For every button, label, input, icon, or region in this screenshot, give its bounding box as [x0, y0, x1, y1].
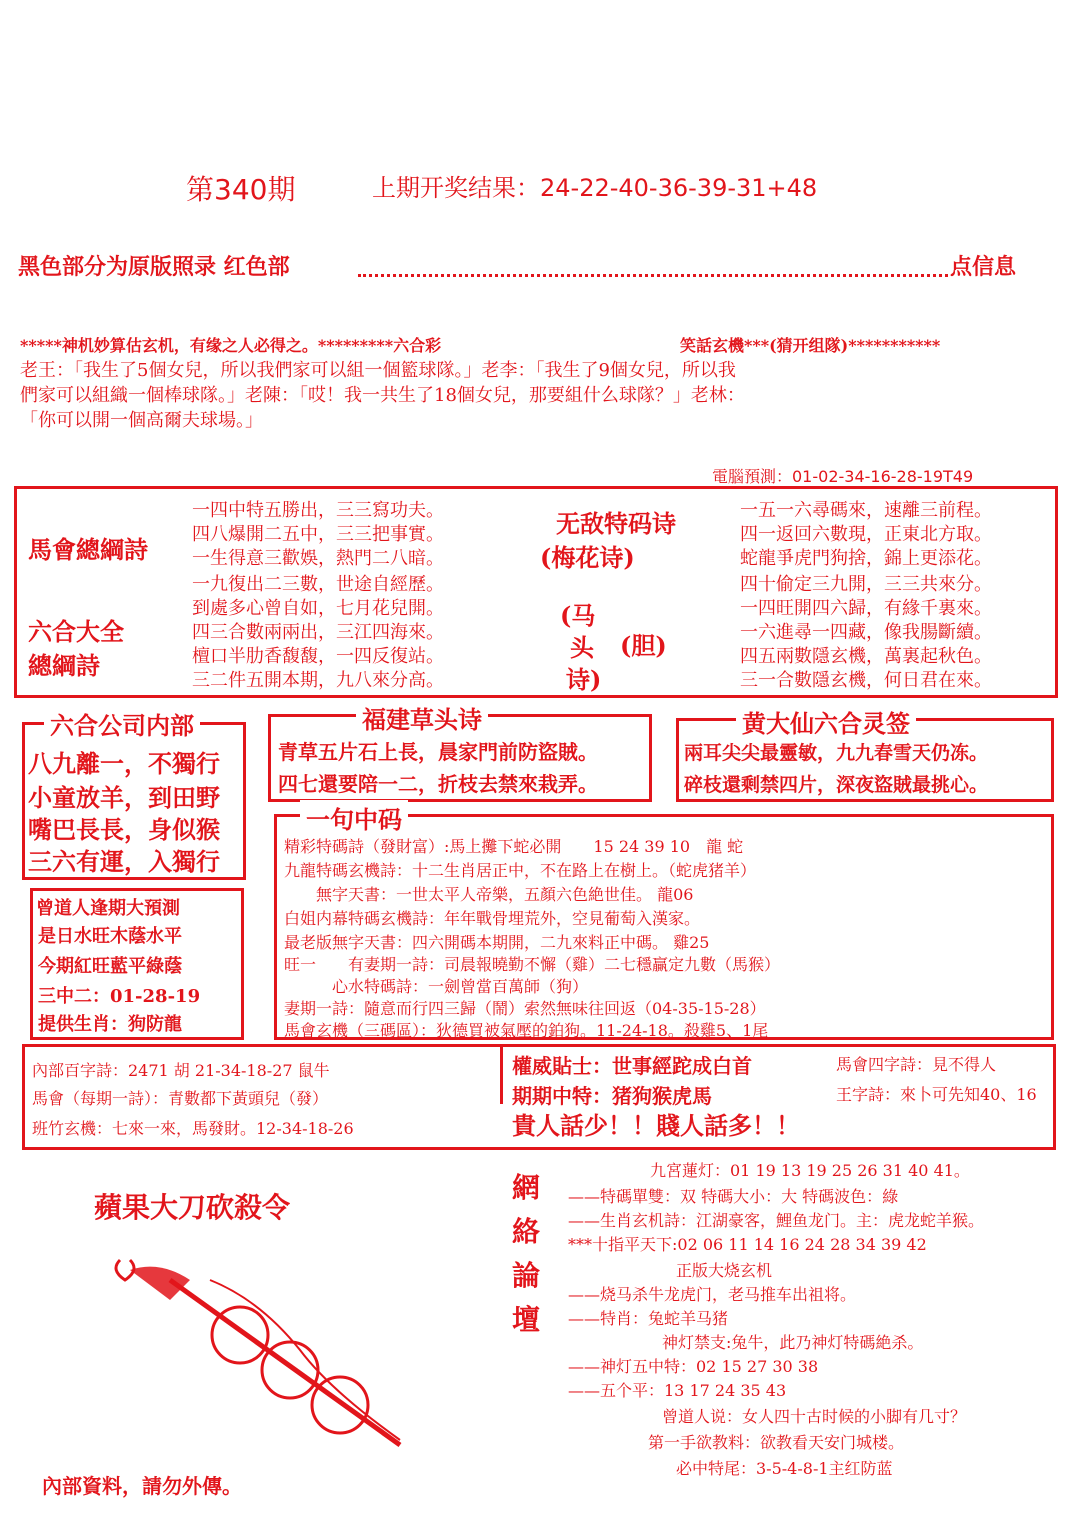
- fujian-title: 福建草头诗: [356, 700, 488, 735]
- daoren-title: 曾道人逢期大預測: [36, 898, 180, 919]
- fujian-line: 四七還要陪一二，折枝去禁來栽弄。: [278, 772, 598, 796]
- forum-title-char: 絡: [512, 1215, 541, 1248]
- joke-line: 們家可以組織一個棒球隊。」老陳：「哎！我一共生了18個女兒，那要組什么球隊？」老林：: [20, 385, 745, 406]
- daoren-line: 提供生肖：狗防龍: [38, 1014, 182, 1035]
- company-line: 八九離一，不獨行: [28, 749, 220, 778]
- mid-title: 无敌特码诗: [556, 509, 676, 538]
- poems-label-bottom: 總綱詩: [28, 651, 100, 680]
- forum-line: 神灯禁支:兔牛，此乃神灯特碼絶杀。: [662, 1333, 924, 1352]
- daoren-line: 今期紅旺藍平綠蔭: [38, 956, 182, 977]
- forum-line: ——烧马杀牛龙虎门，老马推车出祖将。: [568, 1285, 857, 1304]
- poem-line: 四八爆開二五中，三三把事實。: [192, 524, 444, 545]
- knife-footer: 內部資料，請勿外傳。: [42, 1474, 242, 1498]
- mid-sub: (马: [560, 601, 596, 630]
- mid-sub: (胆): [620, 631, 667, 660]
- poem-line: 三二件五開本期，九八來分高。: [192, 670, 444, 691]
- poem-line: 一九復出二三數，世途自經歷。: [192, 574, 444, 595]
- yiju-line: 精彩特碼詩（發財富）:馬上攤下蛇必開 15 24 39 10 龍 蛇: [284, 837, 744, 856]
- joke-line: 「你可以開一個高爾夫球場。」: [20, 410, 263, 431]
- forum-line: ——特肖：兔蛇羊马猪: [568, 1309, 729, 1328]
- yiju-line: 無字天書：一世太平人帝樂，五顏六色絶世佳。 龍06: [284, 885, 694, 904]
- forum-line: 正版大烧玄机: [676, 1261, 773, 1280]
- forum-line: 第一手欲教料：欲教看天安门城楼。: [648, 1433, 905, 1452]
- company-line: 嘴巴長長，身似猴: [28, 815, 220, 844]
- yiju-line: 妻期一詩：隨意而行四三歸（鬧）索然無味往回返（04-35-15-28）: [284, 999, 766, 1018]
- huang-title: 黄大仙六合灵签: [736, 704, 916, 739]
- knife-title: 蘋果大刀砍殺令: [94, 1191, 291, 1224]
- forum-title-char: 網: [512, 1171, 541, 1204]
- forum-line: ——生肖玄机詩：江湖豪客，鯉鱼龙门。主：虎龙蛇羊猴。: [568, 1211, 985, 1230]
- yiju-title: 一句中码: [300, 800, 408, 835]
- company-line: 小童放羊，到田野: [28, 783, 220, 812]
- poem-line: 一四中特五勝出，三三寫功夫。: [192, 500, 444, 521]
- poem-line: 一六進尋一四藏，像我腸斷續。: [740, 622, 992, 643]
- yiju-line: 心水特碼詩：一劍曾當百萬師（狗）: [284, 977, 589, 996]
- poem-line: 四五兩數隱玄機，萬裏起秋色。: [740, 646, 992, 667]
- joke-title-right: 笑話玄機***(猜开组隊)***********: [680, 336, 941, 355]
- neibu-line: 馬會（每期一詩）：青數都下黃頭兒（發）: [32, 1089, 329, 1108]
- joke-title-left: *****神机妙算估玄机，有缘之人必得之。*********六合彩: [20, 336, 442, 355]
- company-line: 三六有運，入獨行: [28, 847, 220, 876]
- huang-line: 碎枝還剩禁四片，深夜盜賊最挑心。: [684, 774, 989, 796]
- forum-line: ——特碼單雙：双 特碼大小：大 特碼波色：綠: [568, 1187, 899, 1206]
- forum-line: ——五个平：13 17 24 35 43: [568, 1381, 787, 1400]
- forum-line: 必中特尾：3-5-4-8-1主红防蓝: [676, 1459, 893, 1478]
- redacted-strip: [358, 260, 948, 277]
- poem-line: 檀口半肋香馥馥，一四反復站。: [192, 646, 444, 667]
- daoren-line: 是日水旺木蔭水平: [38, 926, 182, 947]
- poems-label-bottom: 六合大全: [28, 617, 124, 646]
- neibu-line: 內部百字詩：2471 胡 21-34-18-27 鼠牛: [32, 1061, 330, 1080]
- tips-line: 權威貼士：世事經跎成白首: [512, 1054, 752, 1078]
- issue-number: 第340期: [186, 173, 296, 206]
- tips-line: 王字詩：來卜可先知40、16: [836, 1085, 1037, 1104]
- mid-subtitle: (梅花诗): [540, 543, 635, 572]
- poem-line: 三一合數隱玄機，何日君在來。: [740, 670, 992, 691]
- forum-line: 九宮蓮灯：01 19 13 19 25 26 31 40 41。: [650, 1161, 970, 1180]
- divider: [500, 1044, 503, 1104]
- forum-title-char: 論: [512, 1259, 541, 1292]
- poems-label-top: 馬會總綱詩: [28, 535, 148, 564]
- dagger-illustration: [100, 1240, 420, 1460]
- forum-line: ——神灯五中特：02 15 27 30 38: [568, 1357, 819, 1376]
- poem-line: 一生得意三歡娛，熱門二八暗。: [192, 548, 444, 569]
- poem-line: 蛇龍爭虎門狗捨，錦上更添花。: [740, 548, 992, 569]
- mid-sub: 诗): [566, 665, 602, 694]
- poem-line: 四三合數兩兩出，三江四海來。: [192, 622, 444, 643]
- poem-line: 四十偷定三九開，三三共來分。: [740, 574, 992, 595]
- slogan: 貴人話少！！賤人話多！！: [512, 1111, 800, 1140]
- notice-left: 黑色部分为原版照录 红色部: [18, 255, 290, 280]
- forum-vertical-title: [512, 1166, 552, 1342]
- poem-line: 一四旺開四六歸，有緣千裏來。: [740, 598, 992, 619]
- yiju-line: 旺一 有妻期一詩：司晨報曉勤不懈（雞）二七穩贏定九數（馬猴）: [284, 955, 781, 974]
- huang-line: 兩耳尖尖最靈敏，九九春雪天仍冻。: [684, 742, 989, 764]
- forum-line: 曾道人说：女人四十古时候的小脚有几寸？: [662, 1407, 967, 1426]
- joke-line: 老王：「我生了5個女兒，所以我們家可以組一個籃球隊。」老李：「我生了9個女兒，所以我: [20, 360, 736, 381]
- notice-right: 点信息: [950, 255, 1017, 280]
- yiju-line: 馬會玄機（三碼區）：狄德買被氣壓的鉑狗。11-24-18。殺雞5、1尾: [284, 1021, 769, 1040]
- poem-line: 一五一六尋碼來，速離三前程。: [740, 500, 992, 521]
- last-result: 上期开奖结果：24-22-40-36-39-31+48: [372, 174, 818, 202]
- poem-line: 到處多心曾自如，七月花兒開。: [192, 598, 444, 619]
- forum-title-char: 壇: [512, 1303, 541, 1336]
- tips-line: 馬會四字詩：見不得人: [836, 1055, 997, 1074]
- yiju-line: 九龍特碼玄機詩：十二生肖居正中，不在路上在樹上。（蛇虎猪羊）: [284, 861, 757, 880]
- forum-line: ***十指平天下:02 06 11 14 16 24 28 34 39 42: [568, 1235, 927, 1254]
- daoren-line: 三中二：01-28-19: [38, 986, 201, 1007]
- mid-sub: 头: [570, 633, 594, 662]
- yiju-line: 最老版無字天書：四六開碼本期開，二九來料正中碼。 雞25: [284, 933, 710, 952]
- tips-line: 期期中特：猪狗猴虎馬: [512, 1084, 712, 1108]
- company-title: 六合公司内部: [44, 706, 200, 741]
- poem-line: 四一返回六數現，正東北方取。: [740, 524, 992, 545]
- yiju-line: 白姐内幕特碼玄機詩：年年戰骨埋荒外，空見葡萄入漢家。: [284, 909, 701, 928]
- computer-forecast: 電腦預測：01-02-34-16-28-19T49: [712, 467, 974, 486]
- neibu-line: 班竹玄機：七來一來，馬發財。12-34-18-26: [32, 1119, 354, 1138]
- fujian-line: 青草五片石上長，晨家門前防盜賊。: [278, 740, 598, 764]
